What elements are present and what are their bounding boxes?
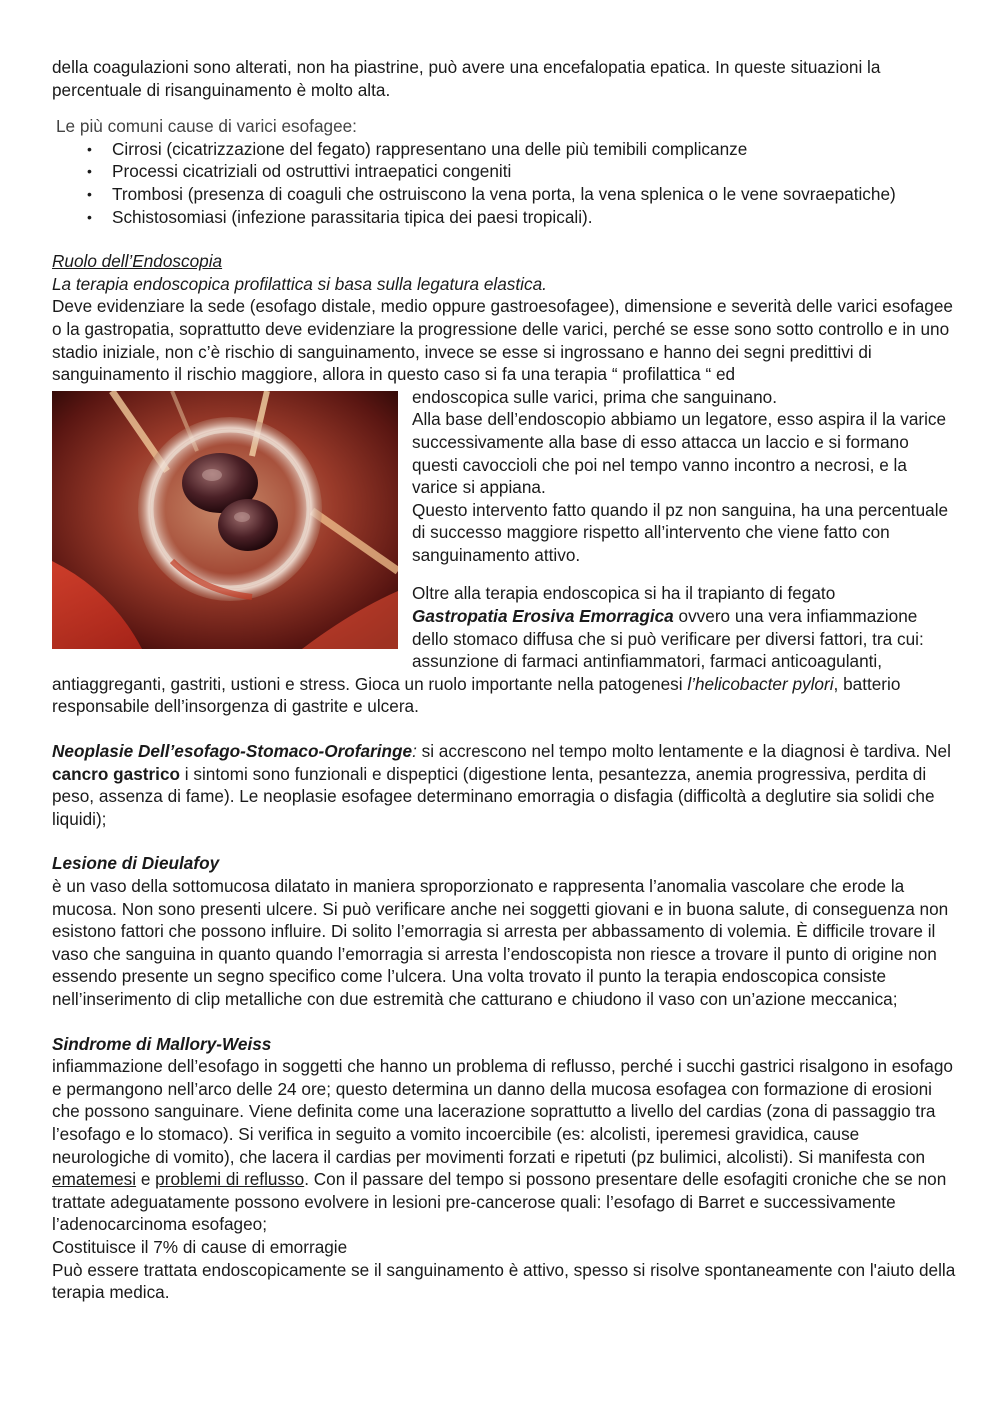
list-item: • Trombosi (presenza di coaguli che ostruiscono la vena porta, la vena splenica o le vene sovraepatiche) bbox=[112, 183, 957, 206]
gastropathy-title: Gastropatia Erosiva Emorragica bbox=[412, 606, 674, 627]
gastric-cancer-term: cancro gastrico bbox=[52, 763, 180, 784]
endoscopic-view-illustration bbox=[52, 391, 398, 649]
causes-intro-text: Le più comuni cause di varici esofagee: bbox=[56, 116, 357, 137]
endoscopy-ligation-image bbox=[52, 391, 398, 649]
mallory-paragraph bbox=[52, 1055, 957, 1236]
neoplasie-text-2: i sintomi sono funzionali e dispeptici (digestione lenta, pesantezza, anemia progressiva, perdita di peso, assenza di fame). Le neoplasie esofagee determinano emorragia o disfagia (difficoltà a deglutire sia solidi che liquidi); bbox=[52, 763, 935, 829]
section-heading-mallory-weiss: Sindrome di Mallory-Weiss bbox=[52, 1033, 272, 1054]
endoscopy-paragraph-3: Questo intervento fatto quando il pz non sanguina, ha una percentuale di successo maggiore rispetto all’intervento che viene fatto con sanguinamento attivo. bbox=[412, 499, 949, 565]
mallory-and: e bbox=[136, 1169, 156, 1190]
ematemesi-link: ematemesi bbox=[52, 1169, 137, 1190]
neoplasie-colon: : bbox=[412, 741, 417, 762]
endoscopy-paragraph-2: Alla base dell’endoscopio abbiamo un legatore, esso aspira il la varice successivamente alla base di esso attacca un laccio e si formano questi cavoccioli che poi nel tempo vanno incontro a necrosi, e la varice si appiana. bbox=[412, 409, 947, 498]
section-heading-endoscopy: Ruolo dell’Endoscopia bbox=[52, 251, 223, 272]
section-heading-dieulafoy: Lesione di Dieulafoy bbox=[52, 853, 220, 874]
mallory-text-2: . Con il passare del tempo si possono presentare delle esofagiti croniche che se non trattate adeguatamente possono evolvere in lesioni pre-cancerose quali: l’esofago di Barret e successivamente l’adenocarcinoma esofageo; bbox=[52, 1169, 947, 1235]
helicobacter-term: l’helicobacter pylori bbox=[687, 673, 834, 694]
endoscopy-subheading: La terapia endoscopica profilattica si basa sulla legatura elastica. bbox=[52, 273, 547, 294]
dieulafoy-paragraph: è un vaso della sottomucosa dilatato in maniera sproporzionato e rappresenta l’anomalia vascolare che erode la mucosa. Non sono presenti ulcere. Si può verificare anche nei soggetti giovani e in buona salute, di conseguenza non esistono fattori che possono influire. Di solito l’emorragia si arresta per abbassamento di volemia. È difficile trovare il vaso che sanguina in quanto quando l’emorragia si arresta l’endoscopista non riesce a trovare il punto di origine non essendo presente un segno specifico come l’ulcera. Una volta trovato il punto la terapia endoscopica consiste nell’inserimento di clip metalliche con due estremità che catturano e chiudono il vaso con un’azione meccanica; bbox=[52, 876, 949, 1009]
list-item: • Schistosomiasi (infezione parassitaria tipica dei paesi tropicali). bbox=[112, 206, 957, 229]
list-item: • Processi cicatriziali od ostruttivi intraepatici congeniti bbox=[112, 160, 957, 183]
neoplasie-title: Neoplasie Dell’esofago-Stomaco-Orofaringe bbox=[52, 741, 413, 762]
document-page bbox=[52, 56, 957, 1304]
endoscopy-paragraph-1: Deve evidenziare la sede (esofago distale, medio oppure gastroesofagee), dimensione e severità delle varici esofagee o la gastropatia, soprattutto deve evidenziare la progressione delle varici, perché se esse sono sotto controllo e in uno stadio iniziale, non c’è rischio di sanguinamento, invece se esse si ingrossano e hanno dei segni predittivi di sanguinamento il rischio maggiore, allora in questo caso si fa una terapia “ profilattica “ ed bbox=[52, 296, 953, 385]
reflusso-link: problemi di reflusso bbox=[155, 1169, 305, 1190]
endoscopy-image-block bbox=[52, 386, 957, 718]
mallory-treatment: Può essere trattata endoscopicamente se il sanguinamento è attivo, spesso si risolve spontaneamente con l'aiuto della terapia medica. bbox=[52, 1259, 956, 1303]
gastropathy-text: ovvero una vera infiammazione dello stomaco diffusa che si può verificare per diversi fattori, tra cui: assunzione di farmaci antinfiammatori, farmaci anticoagulanti, antiaggreganti, gastriti, ustioni e stress. Gioca un ruolo importante nella patogenesi bbox=[52, 606, 924, 694]
neoplasie-paragraph bbox=[52, 740, 957, 830]
gastropathy-end: , batterio responsabile dell’insorgenza di gastrite e ulcera. bbox=[52, 673, 901, 717]
causes-intro bbox=[52, 115, 957, 138]
paragraph-coagulation: della coagulazioni sono alterati, non ha piastrine, può avere una encefalopatia epatica. In queste situazioni la percentuale di risanguinamento è molto alta. bbox=[52, 57, 881, 100]
endoscopy-paragraph-4: Oltre alla terapia endoscopica si ha il trapianto di fegato bbox=[412, 583, 836, 604]
causes-list bbox=[52, 138, 957, 228]
mallory-text-1: infiammazione dell’esofago in soggetti che hanno un problema di reflusso, perché i succhi gastrici risalgono in esofago e permangono nell’arco delle 24 ore; questo determina un danno della mucosa esofagea con formazione di erosioni che possono sanguinare. Viene definita come una lacerazione soprattutto a livello del cardias (zona di passaggio tra l’esofago e lo stomaco). Si verifica in seguito a vomito incoercibile (es: alcolisti, iperemesi gravidica, cause neurologiche di vomito), che lacera il cardias per movimenti forzati e ripetuti (pz bulimici, alcolisti). Si manifesta con bbox=[52, 1056, 953, 1167]
neoplasie-text-1: si accrescono nel tempo molto lentamente e la diagnosi è tardiva. Nel bbox=[416, 741, 951, 762]
endoscopy-paragraph-1-cont: endoscopica sulle varici, prima che sanguinano. bbox=[412, 386, 777, 407]
list-item: • Cirrosi (cicatrizzazione del fegato) rappresentano una delle più temibili complicanze bbox=[112, 138, 957, 161]
mallory-percentage: Costituisce il 7% di cause di emorragie bbox=[52, 1236, 348, 1257]
